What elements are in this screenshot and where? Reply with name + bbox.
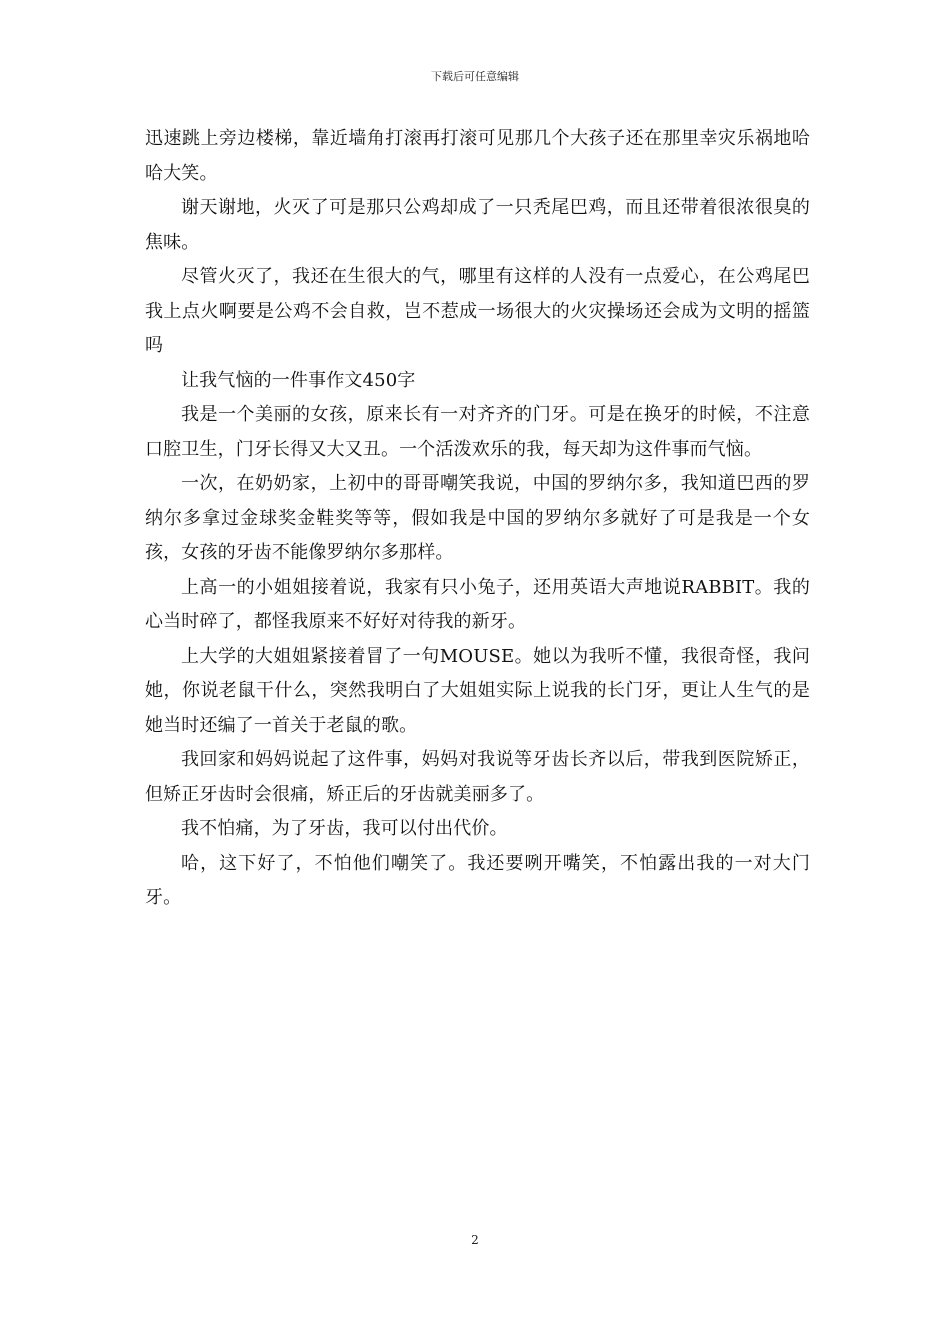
paragraph: 我是一个美丽的女孩，原来长有一对齐齐的门牙。可是在换牙的时候，不注意口腔卫生，门牙长得又大又丑。一个活泼欢乐的我，每天却为这件事而气恼。 — [145, 404, 810, 460]
page-number: 2 — [471, 1233, 479, 1247]
page-header: 下载后可任意编辑 — [431, 70, 519, 83]
paragraph: 哈，这下好了，不怕他们嘲笑了。我还要咧开嘴笑，不怕露出我的一对大门牙。 — [145, 852, 810, 908]
paragraph: 一次，在奶奶家，上初中的哥哥嘲笑我说，中国的罗纳尔多，我知道巴西的罗纳尔多拿过金球奖金鞋奖等等，假如我是中国的罗纳尔多就好了可是我是一个女孩，女孩的牙齿不能像罗纳尔多那样。 — [145, 473, 810, 563]
paragraph: 我回家和妈妈说起了这件事，妈妈对我说等牙齿长齐以后，带我到医院矫正，但矫正牙齿时会很痛，矫正后的牙齿就美丽多了。 — [145, 749, 810, 805]
paragraph: 迅速跳上旁边楼梯，靠近墙角打滚再打滚可见那几个大孩子还在那里幸灾乐祸地哈哈大笑。 — [145, 128, 810, 184]
paragraph: 上大学的大姐姐紧接着冒了一句MOUSE。她以为我听不懂，我很奇怪，我问她，你说老鼠干什么，突然我明白了大姐姐实际上说我的长门牙，更让人生气的是她当时还编了一首关于老鼠的歌。 — [145, 645, 810, 736]
paragraph: 谢天谢地，火灭了可是那只公鸡却成了一只秃尾巴鸡，而且还带着很浓很臭的焦味。 — [145, 197, 810, 253]
essay-title: 让我气恼的一件事作文450字 — [181, 369, 416, 391]
paragraph: 上高一的小姐姐接着说，我家有只小兔子，还用英语大声地说RABBIT。我的心当时碎了，都怪我原来不好好对待我的新牙。 — [145, 576, 810, 632]
paragraph: 我不怕痛，为了牙齿，我可以付出代价。 — [181, 818, 508, 839]
document-body — [145, 122, 810, 916]
paragraph: 尽管火灭了，我还在生很大的气，哪里有这样的人没有一点爱心，在公鸡尾巴我上点火啊要是公鸡不会自救，岂不惹成一场很大的火灾操场还会成为文明的摇篮吗 — [145, 266, 810, 356]
